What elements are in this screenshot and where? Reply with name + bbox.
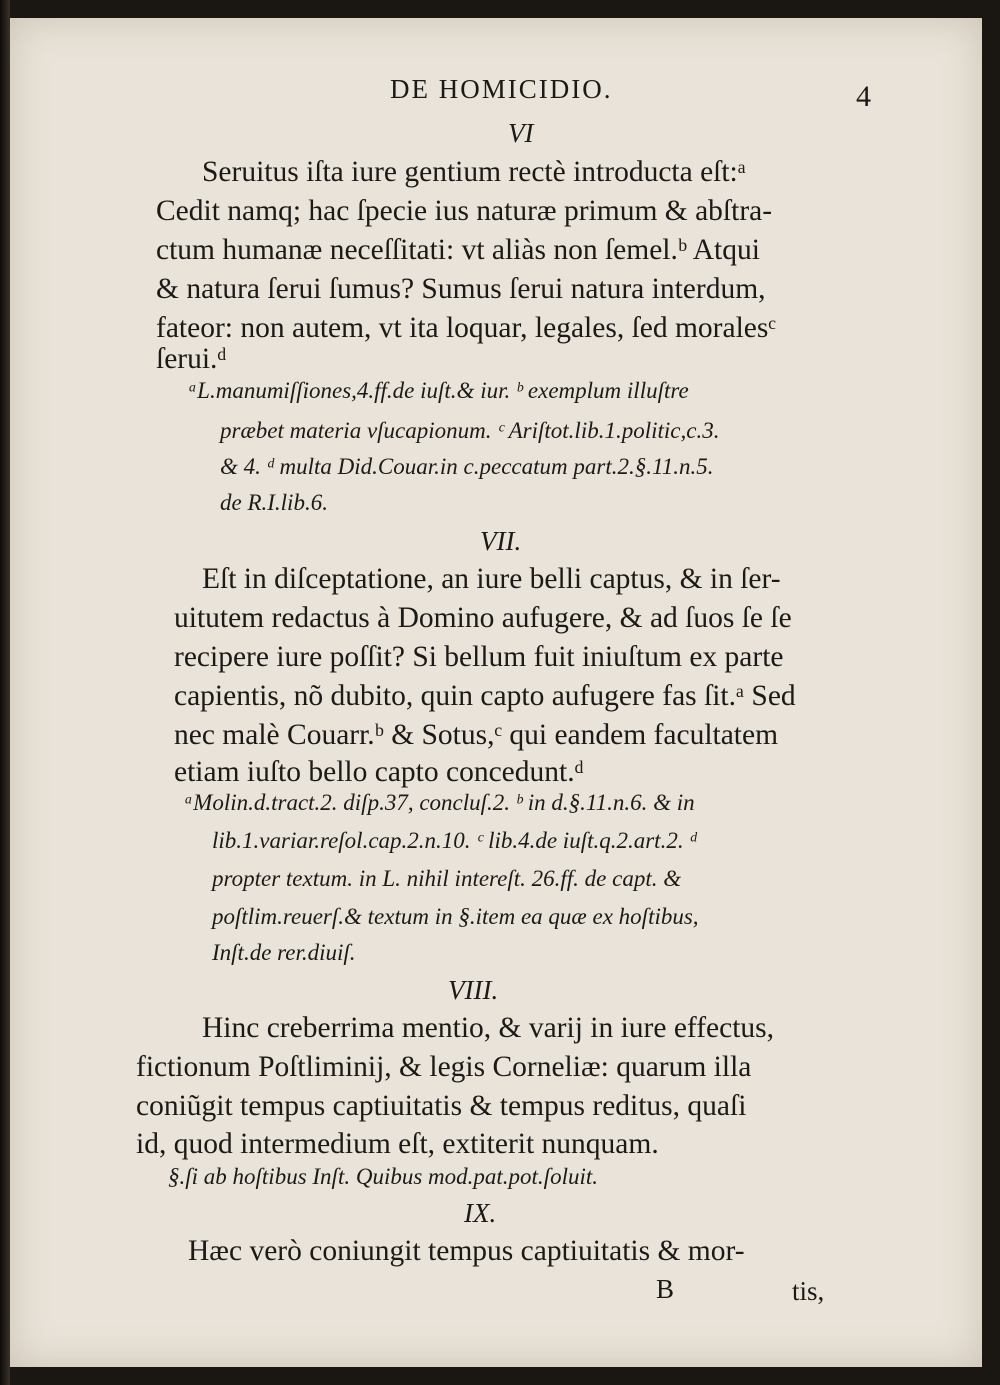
margin-note: Inſt.de rer.diuiſ.	[212, 940, 356, 965]
section-numeral-viii: VIII.	[448, 975, 499, 1005]
text-line: fateor: non autem, vt ita loquar, legales, ſed moralesᶜ	[156, 312, 776, 344]
margin-note: poſtlim.reuerſ.& textum in §.item ea quæ ex hoſtibus,	[212, 904, 699, 929]
book-page	[10, 18, 982, 1367]
section-numeral-vii: VII.	[480, 526, 522, 556]
text-line: fictionum Poſtliminij, & legis Corneliæ: quarum illa	[136, 1051, 752, 1083]
text-line: coniũgit tempus captiuitatis & tempus reditus, quaſi	[136, 1090, 747, 1122]
catchword: tis,	[792, 1276, 825, 1306]
section-numeral-vi: VI	[508, 118, 534, 148]
margin-note: de R.I.lib.6.	[220, 490, 328, 515]
text-line: Seruitus iſta iure gentium rectè introducta eſt:ᵃ	[202, 156, 746, 188]
book-spine-edge	[0, 0, 10, 1385]
text-line: Cedit namq; hac ſpecie ius naturæ primum & abſtra-	[156, 195, 773, 227]
margin-note: & 4. ᵈ multa Did.Couar.in c.peccatum part.2.§.11.n.5.	[220, 454, 714, 479]
text-line: recipere iure poſſit? Si bellum fuit iniuſtum ex parte	[174, 641, 784, 673]
text-line: Hinc creberrima mentio, & varij in iure effectus,	[202, 1012, 775, 1044]
text-line: id, quod intermedium eſt, extiterit nunquam.	[136, 1128, 659, 1160]
section-numeral-ix: IX.	[464, 1198, 497, 1228]
signature-mark: B	[656, 1274, 675, 1304]
margin-note: propter textum. in L. nihil intereſt. 26.ff. de capt. &	[212, 866, 682, 891]
text-line: uitutem redactus à Domino aufugere, & ad ſuos ſe ſe	[174, 602, 792, 634]
margin-note: §.ſi ab hoſtibus Inſt. Quibus mod.pat.pot.ſoluit.	[168, 1164, 598, 1189]
running-header: DE HOMICIDIO.	[390, 74, 613, 104]
text-line: nec malè Couarr.ᵇ & Sotus,ᶜ qui eandem facultatem	[174, 719, 779, 751]
margin-note: præbet materia vſucapionum. ᶜ Ariſtot.lib.1.politic,c.3.	[220, 418, 720, 443]
text-line: ſerui.ᵈ	[156, 343, 227, 375]
text-line: Hæc verò coniungit tempus captiuitatis & mor-	[188, 1235, 745, 1267]
margin-note: ᵃMolin.d.tract.2. diſp.37, concluſ.2. ᵇ in d.§.11.n.6. & in	[184, 790, 695, 815]
page-number: 4	[856, 80, 871, 113]
margin-note: ᵃL.manumiſſiones,4.ff.de iuſt.& iur. ᵇ exemplum illuſtre	[188, 378, 689, 403]
text-line: Eſt in diſceptatione, an iure belli captus, & in ſer-	[202, 563, 781, 595]
text-line: capientis, nõ dubito, quin capto aufugere fas ſit.ᵃ Sed	[174, 680, 796, 712]
text-line: & natura ſerui ſumus? Sumus ſerui natura interdum,	[156, 273, 766, 305]
text-line: etiam iuſto bello capto concedunt.ᵈ	[174, 756, 584, 788]
margin-note: lib.1.variar.reſol.cap.2.n.10. ᶜ lib.4.de iuſt.q.2.art.2. ᵈ	[212, 828, 697, 853]
text-line: ctum humanæ neceſſitati: vt aliàs non ſemel.ᵇ Atqui	[156, 234, 760, 266]
